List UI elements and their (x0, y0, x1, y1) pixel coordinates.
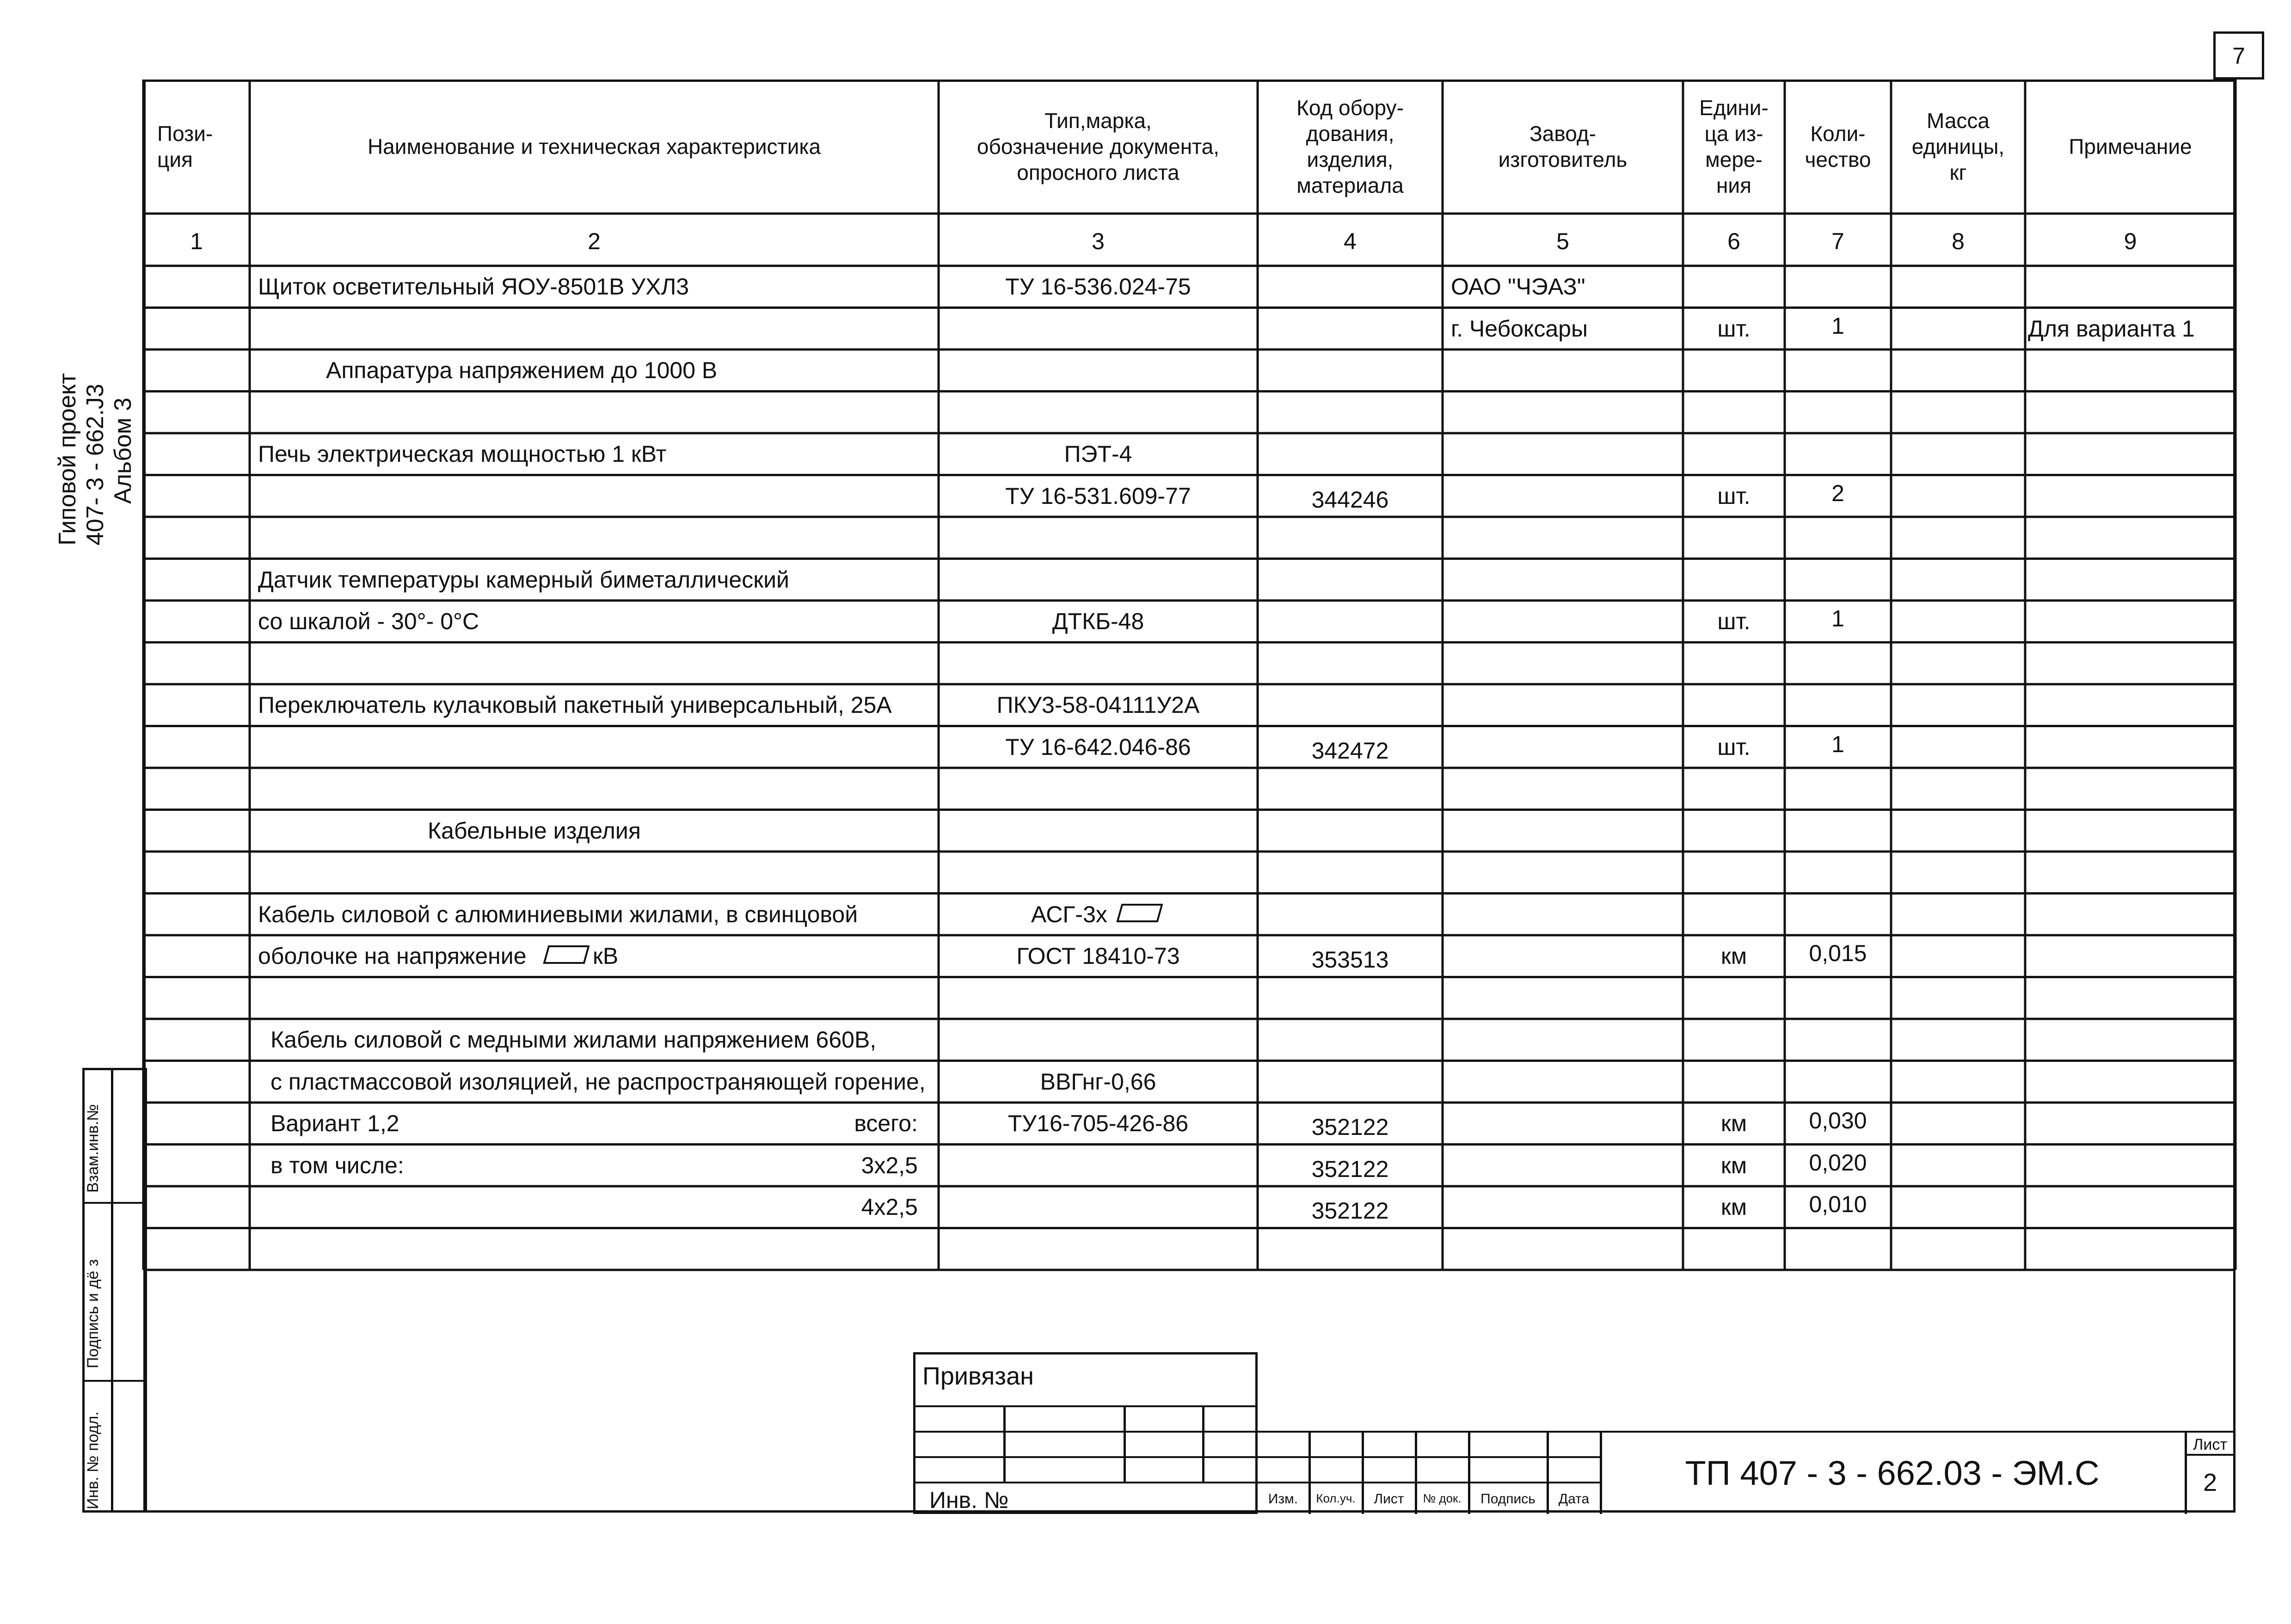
column-number-5: 5 (1556, 228, 1569, 254)
privyazan-line-1 (913, 1405, 1258, 1407)
column-number-6: 6 (1727, 228, 1740, 254)
row-22-qty: 0,010 (1809, 1191, 1867, 1217)
stamp-podpis-data: Подпись и дё з (84, 1259, 102, 1368)
row-20-code: 352122 (1311, 1114, 1389, 1140)
row-5-code: 344246 (1311, 486, 1389, 513)
column-number-9: 9 (2124, 228, 2137, 254)
voltage-blank-field (539, 945, 590, 964)
row-20-unit: км (1720, 1110, 1747, 1136)
row-21-name: в том числе: (270, 1152, 404, 1178)
sheet-number: 2 (2203, 1469, 2217, 1496)
privyazan-line-2 (913, 1431, 1258, 1433)
table-header-col-2: Наименование и техническая характеристика (367, 134, 821, 159)
row-13-name: Кабельные изделия (428, 817, 641, 844)
row-10-type: ПКУ3-58-04111У2А (996, 692, 1200, 718)
rev-col-data: Дата (1558, 1491, 1590, 1507)
row-5-unit: шт. (1717, 483, 1750, 509)
row-11-qty: 1 (1831, 731, 1844, 757)
row-21-code: 352122 (1311, 1156, 1389, 1182)
rev-col-doc: № док. (1423, 1491, 1462, 1505)
row-15-name: Кабель силовой с алюминиевыми жилами, в свинцовой (258, 901, 858, 927)
row-1-plant: г. Чебоксары (1451, 315, 1588, 342)
row-16-code: 353513 (1311, 947, 1389, 973)
table-header-col-3: Тип,марка, обозначение документа, опросного листа (977, 108, 1220, 185)
project-label-line3: Альбом 3 (110, 398, 136, 504)
privyazan-vline-1 (1003, 1405, 1006, 1482)
row-8-type: ДТКБ-48 (1052, 608, 1144, 634)
row-4-type: ПЭТ-4 (1064, 441, 1132, 467)
row-5-qty: 2 (1831, 480, 1844, 506)
inv-no-label: Инв. № (929, 1487, 1009, 1513)
row-7-name: Датчик температуры камерный биметаллический (258, 566, 789, 593)
row-11-code: 342472 (1311, 737, 1389, 764)
row-22-code: 352122 (1311, 1198, 1389, 1224)
row-11-unit: шт. (1717, 734, 1750, 760)
row-19-name: с пластмассовой изоляцией, не распространяющей горение, (270, 1068, 926, 1095)
column-number-1: 1 (190, 228, 203, 254)
row-16-unit: км (1720, 943, 1747, 969)
cable-section-blank-field (1112, 904, 1163, 922)
rev-col-izm: Изм. (1268, 1491, 1298, 1507)
sheet-label: Лист (2193, 1436, 2227, 1453)
row-20-name-right: всего: (854, 1110, 918, 1136)
row-8-unit: шт. (1717, 608, 1750, 634)
row-10-name: Переключатель кулачковый пакетный универсальный, 25А (258, 692, 892, 718)
row-0-plant: ОАО "ЧЭАЗ" (1451, 274, 1585, 300)
table-header-col-4: Код обору- дования, изделия, материала (1296, 95, 1404, 198)
sheet-corner-number: 7 (2232, 43, 2245, 69)
privyazan-label: Привязан (922, 1362, 1034, 1390)
row-1-note: Для варианта 1 (2028, 315, 2195, 342)
row-4-name: Печь электрическая мощностью 1 кВт (258, 441, 667, 467)
table-header-col-7: Коли- чество (1805, 121, 1871, 172)
table-header-col-6: Едини- ца из- мере- ния (1699, 95, 1769, 198)
table-header-col-5: Завод- изготовитель (1498, 121, 1628, 172)
column-number-2: 2 (588, 228, 601, 254)
row-21-name-right: 3х2,5 (861, 1152, 918, 1178)
column-number-3: 3 (1092, 228, 1105, 254)
row-16-type: ГОСТ 18410-73 (1016, 943, 1180, 969)
row-1-unit: шт. (1717, 315, 1750, 342)
row-11-type: ТУ 16-642.046-86 (1005, 734, 1191, 760)
row-22-unit: км (1720, 1194, 1747, 1220)
stamp-inv-podl: Инв. № подл. (84, 1411, 102, 1509)
privyazan-line-3 (913, 1456, 1258, 1458)
column-number-8: 8 (1952, 228, 1965, 254)
row-21-qty: 0,020 (1809, 1149, 1867, 1176)
row-18-name: Кабель силовой с медными жилами напряжением 660В, (270, 1027, 877, 1053)
sheet-cell-sep (2185, 1454, 2236, 1456)
rev-col-kol-uch: Кол.уч. (1316, 1491, 1356, 1505)
row-0-name: Щиток осветительный ЯОУ-8501В УХЛ3 (258, 274, 689, 300)
row-0-type: ТУ 16-536.024-75 (1005, 274, 1191, 300)
row-19-type: ВВГнг-0,66 (1040, 1068, 1156, 1095)
column-number-4: 4 (1344, 228, 1357, 254)
row-16-qty: 0,015 (1809, 940, 1867, 966)
row-21-unit: км (1720, 1152, 1747, 1178)
privyazan-line-4 (913, 1482, 1258, 1483)
rev-col-podpis: Подпись (1480, 1491, 1536, 1507)
project-label-line1: Гиповой проект (54, 373, 81, 545)
row-16-name-suffix: кВ (593, 943, 619, 969)
revision-top-line (1258, 1431, 2236, 1433)
stamp-vzam-inv: Взам.инв.№ (84, 1104, 102, 1193)
row-22-name-right: 4х2,5 (861, 1194, 918, 1220)
privyazan-vline-3 (1202, 1405, 1204, 1482)
row-8-qty: 1 (1831, 606, 1844, 631)
row-20-type: ТУ16-705-426-86 (1007, 1110, 1189, 1136)
row-16-name: оболочке на напряжение (258, 943, 527, 969)
row-8-name: со шкалой - 30°- 0°С (258, 608, 479, 634)
project-label-line2: 407- 3 - 662.Ј3 (82, 384, 109, 545)
document-code: ТП 407 - 3 - 662.03 - ЭМ.С (1685, 1454, 2100, 1492)
row-15-type: АСГ-3х (1031, 901, 1107, 927)
privyazan-vline-2 (1124, 1405, 1126, 1482)
row-20-qty: 0,030 (1809, 1108, 1867, 1134)
rev-col-list: Лист (1374, 1491, 1404, 1507)
table-header-col-1: Пози- ция (157, 121, 213, 172)
row-2-name: Аппаратура напряжением до 1000 В (326, 357, 718, 383)
column-number-7: 7 (1831, 228, 1844, 254)
row-1-qty: 1 (1831, 313, 1844, 339)
table-header-col-9: Примечание (2069, 134, 2192, 159)
table-header-col-8: Масса единицы, кг (1911, 108, 2005, 185)
row-20-name: Вариант 1,2 (270, 1110, 399, 1136)
row-5-type: ТУ 16-531.609-77 (1005, 483, 1191, 509)
